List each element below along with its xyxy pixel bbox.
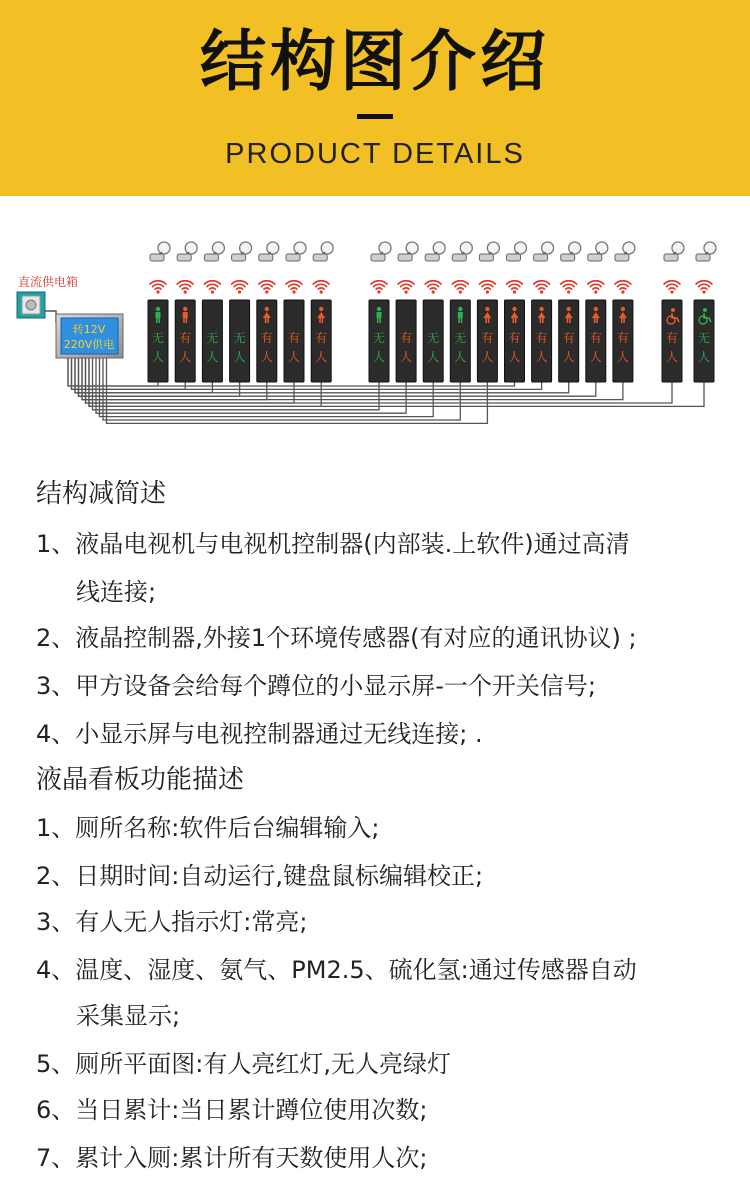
display-unit-vacant (450, 300, 470, 382)
wifi-icon (479, 281, 495, 294)
display-unit-text: 有 (400, 331, 413, 345)
display-unit-text: 有 (287, 331, 301, 345)
display-unit-vacant (202, 300, 222, 382)
structure-heading: 结构减简述 (36, 479, 167, 509)
sensor-icon (696, 242, 716, 261)
function-item-4-cont: 采集显示; (76, 1002, 181, 1030)
wifi-icon (286, 281, 302, 294)
display-unit-text: 有 (179, 331, 192, 345)
wifi-icon (452, 281, 468, 294)
display-unit-occupied (613, 300, 633, 382)
display-unit-occupied (477, 300, 497, 382)
sensor-icon (204, 242, 224, 261)
display-unit-text: 有 (589, 331, 602, 345)
display-unit-text: 人 (151, 350, 165, 364)
sensor-icon (313, 242, 333, 261)
display-unit-occupied (396, 300, 416, 382)
wifi-icon (398, 281, 414, 294)
page-title: 结构图介绍 (200, 23, 550, 100)
wifi-icon (507, 281, 523, 294)
display-unit-vacant (694, 300, 714, 382)
controller-label-2: 220V供电 (63, 338, 115, 351)
wifi-icon (150, 281, 166, 294)
display-unit-text: 无 (233, 331, 246, 345)
sensor-icon (177, 242, 197, 261)
display-unit-occupied (586, 300, 606, 382)
sensor-icon (561, 242, 581, 261)
display-unit-occupied (284, 300, 304, 382)
display-unit-text: 无 (206, 331, 219, 345)
wifi-icon (696, 281, 712, 294)
display-unit-occupied (311, 300, 331, 382)
display-unit-text: 人 (179, 350, 192, 364)
display-unit-occupied (505, 300, 525, 382)
sensor-icon (507, 242, 527, 261)
page-subtitle: PRODUCT DETAILS (225, 138, 525, 170)
display-unit-occupied (532, 300, 552, 382)
display-unit-text: 人 (287, 350, 301, 364)
display-unit-text: 有 (562, 331, 575, 345)
display-unit-occupied (175, 300, 195, 382)
sensor-icon (259, 242, 279, 261)
display-unit-vacant (148, 300, 168, 382)
display-group-1 (148, 300, 331, 382)
display-unit-text: 人 (260, 350, 273, 364)
title-divider (357, 114, 393, 119)
sensor-icon (664, 242, 684, 261)
header-banner (0, 0, 750, 196)
wifi-icon (664, 281, 680, 294)
display-group-2 (369, 300, 633, 382)
display-unit-text: 人 (616, 350, 629, 364)
wifi-icon (534, 281, 550, 294)
function-item-6: 6、当日累计:当日累计蹲位使用次数; (36, 1096, 428, 1124)
display-unit-text: 人 (697, 350, 711, 364)
sensor-icon (615, 242, 635, 261)
display-unit-text: 有 (481, 331, 494, 345)
function-item-4: 4、温度、湿度、氨气、PM2.5、硫化氢:通过传感器自动 (36, 956, 637, 984)
sensor-icon (588, 242, 608, 261)
display-unit-text: 无 (372, 331, 386, 345)
power-box (17, 292, 45, 318)
display-unit-text: 无 (427, 331, 440, 345)
function-item-2: 2、日期时间:自动运行,键盘鼠标编辑校正; (36, 862, 484, 890)
display-unit-text: 人 (589, 350, 602, 364)
structure-item-4: 4、小显示屏与电视控制器通过无线连接; . (36, 720, 483, 748)
sensor-icon (398, 242, 418, 261)
display-unit-occupied (559, 300, 579, 382)
sensor-icon (425, 242, 445, 261)
sensor-icon (479, 242, 499, 261)
structure-item-3: 3、甲方设备会给每个蹲位的小显示屏-一个开关信号; (36, 672, 597, 700)
wifi-icon (615, 281, 631, 294)
function-item-3: 3、有人无人指示灯:常亮; (36, 908, 308, 936)
display-unit-vacant (369, 300, 389, 382)
sensor-row (150, 242, 716, 261)
sensor-icon (150, 242, 170, 261)
sensor-icon (286, 242, 306, 261)
display-unit-text: 无 (454, 331, 467, 345)
display-unit-text: 人 (372, 350, 386, 364)
display-unit-text: 有 (665, 331, 679, 345)
display-unit-text: 有 (260, 331, 273, 345)
wifi-icon (259, 281, 275, 294)
display-unit-text: 人 (315, 350, 328, 364)
display-unit-text: 人 (206, 350, 219, 364)
display-unit-text: 人 (454, 350, 467, 364)
wifi-icon (232, 281, 248, 294)
sensor-icon (232, 242, 252, 261)
structure-item-1-cont: 线连接; (76, 578, 157, 606)
function-item-5: 5、厕所平面图:有人亮红灯,无人亮绿灯 (36, 1050, 451, 1078)
display-unit-text: 有 (508, 331, 521, 345)
structure-item-1: 1、液晶电视机与电视机控制器(内部装.上软件)通过高清 (36, 530, 630, 558)
display-unit-text: 有 (616, 331, 629, 345)
display-unit-occupied (662, 300, 682, 382)
display-unit-occupied (257, 300, 277, 382)
controller-box (56, 314, 123, 358)
display-unit-vacant (423, 300, 443, 382)
power-box-label: 直流供电箱 (18, 275, 79, 289)
sensor-icon (452, 242, 472, 261)
wifi-icon (371, 281, 387, 294)
display-unit-text: 无 (151, 331, 165, 345)
display-unit-vacant (230, 300, 250, 382)
display-unit-text: 人 (233, 350, 246, 364)
structure-diagram (0, 196, 750, 460)
display-unit-text: 有 (535, 331, 548, 345)
display-unit-text: 人 (508, 350, 521, 364)
structure-item-2: 2、液晶控制器,外接1个环境传感器(有对应的通讯协议) ; (36, 624, 637, 652)
wifi-icon (425, 281, 441, 294)
display-unit-text: 人 (481, 350, 494, 364)
display-unit-text: 人 (400, 350, 413, 364)
wifi-icon (561, 281, 577, 294)
display-group-3 (662, 300, 714, 382)
wifi-icon (204, 281, 220, 294)
sensor-icon (371, 242, 391, 261)
display-unit-text: 人 (535, 350, 548, 364)
function-item-1: 1、厕所名称:软件后台编辑输入; (36, 814, 380, 842)
wifi-icon (588, 281, 604, 294)
function-item-7: 7、累计入厕:累计所有天数使用人次; (36, 1144, 428, 1172)
function-heading: 液晶看板功能描述 (36, 765, 245, 795)
display-unit-text: 人 (427, 350, 440, 364)
wifi-icon (177, 281, 193, 294)
display-unit-text: 人 (665, 350, 679, 364)
wifi-row (150, 281, 712, 294)
wifi-icon (313, 281, 329, 294)
sensor-icon (534, 242, 554, 261)
display-unit-text: 有 (315, 331, 328, 345)
controller-label-1: 转12V (72, 323, 106, 336)
display-unit-text: 人 (562, 350, 575, 364)
display-unit-text: 无 (697, 331, 711, 345)
